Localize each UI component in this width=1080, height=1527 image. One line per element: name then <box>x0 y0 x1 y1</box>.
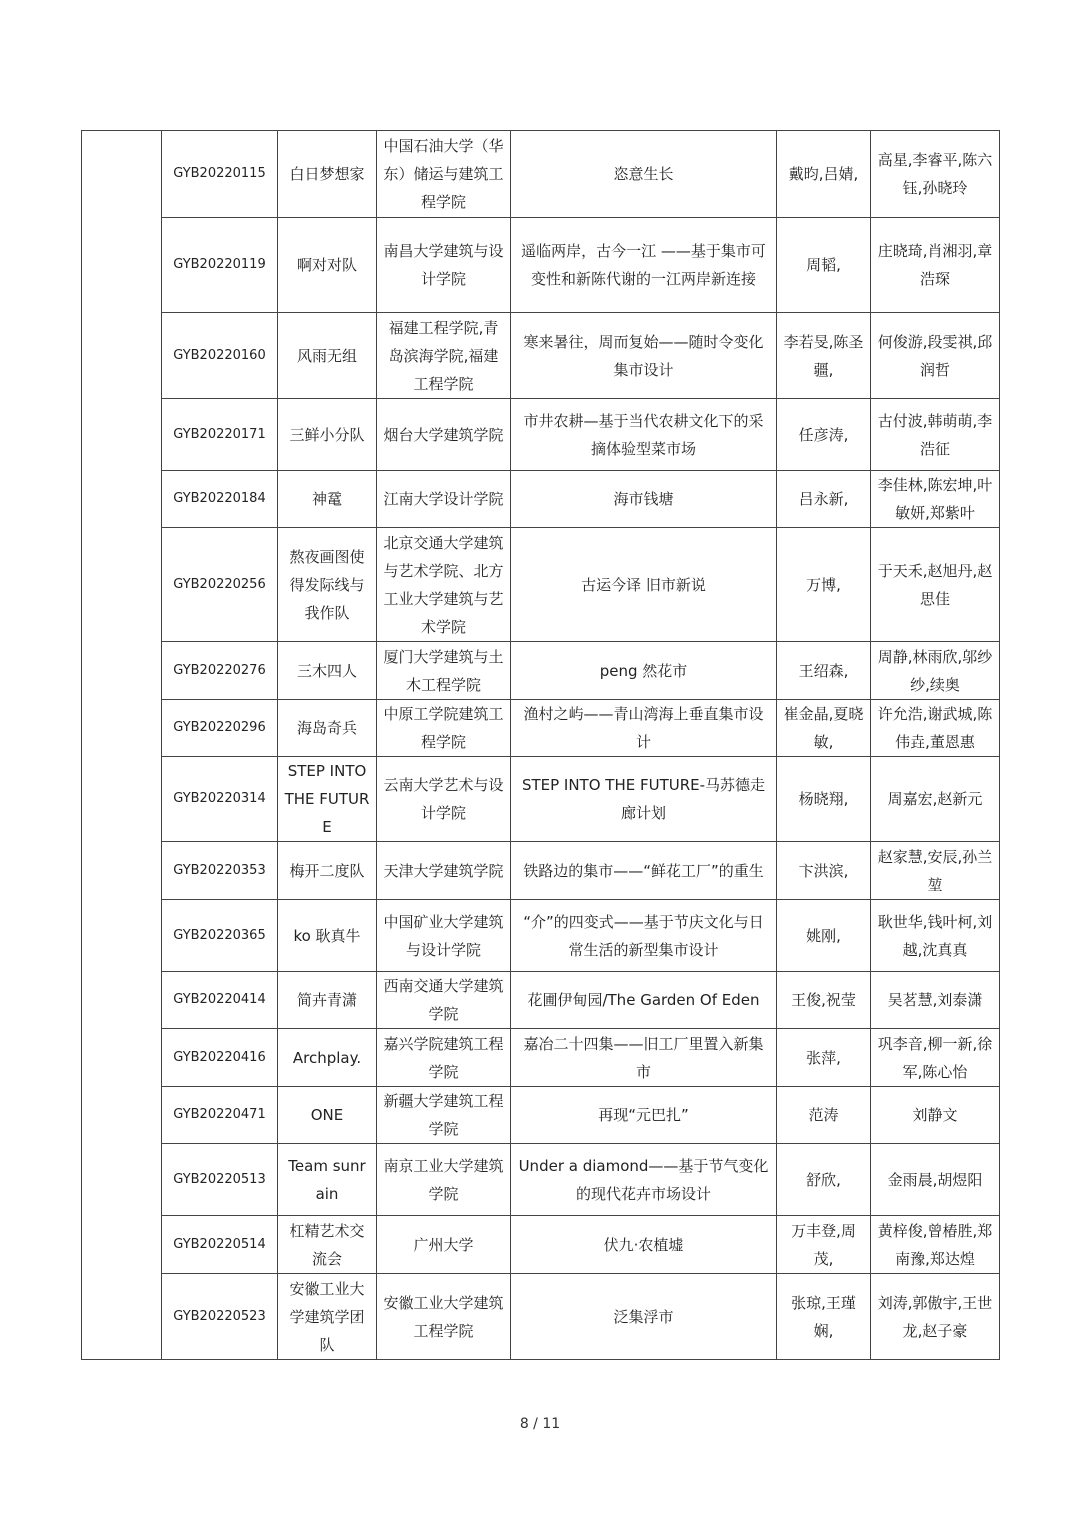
project-title: 花圃伊甸园/The Garden Of Eden <box>511 972 777 1029</box>
team-name: 简卉青潇 <box>278 972 377 1029</box>
school-name: 嘉兴学院建筑工程学院 <box>377 1029 511 1087</box>
team-name: ONE <box>278 1087 377 1144</box>
project-title: 伏九·农植墟 <box>511 1216 777 1274</box>
entry-code: GYB20220171 <box>162 399 278 471</box>
entry-code: GYB20220513 <box>162 1144 278 1216</box>
member-names: 巩李音,柳一新,徐军,陈心怡 <box>871 1029 1000 1087</box>
team-name: STEP INTO THE FUTURE <box>278 757 377 842</box>
team-name: 三鲜小分队 <box>278 399 377 471</box>
team-name: 风雨无组 <box>278 313 377 399</box>
project-title: 寒来暑往，周而复始——随时令变化集市设计 <box>511 313 777 399</box>
table-body <box>82 131 1000 1360</box>
table-row <box>82 1087 1000 1144</box>
member-names: 耿世华,钱叶柯,刘越,沈真真 <box>871 900 1000 972</box>
team-name: 梅开二度队 <box>278 842 377 900</box>
table-row <box>82 218 1000 313</box>
project-title: 市井农耕—基于当代农耕文化下的采摘体验型菜市场 <box>511 399 777 471</box>
entry-code: GYB20220523 <box>162 1274 278 1360</box>
member-names: 李佳林,陈宏坤,叶敏妍,郑紫叶 <box>871 471 1000 528</box>
table-row <box>82 1144 1000 1216</box>
table-row <box>82 528 1000 642</box>
project-title: 再现“元巴扎” <box>511 1087 777 1144</box>
school-name: 中原工学院建筑工程学院 <box>377 700 511 757</box>
table-row <box>82 642 1000 700</box>
member-names: 庄晓琦,肖湘羽,章浩琛 <box>871 218 1000 313</box>
school-name: 福建工程学院,青岛滨海学院,福建工程学院 <box>377 313 511 399</box>
team-name: 啊对对队 <box>278 218 377 313</box>
advisor-names: 张萍, <box>777 1029 871 1087</box>
member-names: 古付波,韩萌萌,李浩征 <box>871 399 1000 471</box>
team-name: Team sunrain <box>278 1144 377 1216</box>
school-name: 南京工业大学建筑学院 <box>377 1144 511 1216</box>
project-title: 泛集浮市 <box>511 1274 777 1360</box>
table-row <box>82 1216 1000 1274</box>
advisor-names: 吕永新, <box>777 471 871 528</box>
team-name: 海岛奇兵 <box>278 700 377 757</box>
table-row <box>82 131 1000 218</box>
table-row <box>82 700 1000 757</box>
project-title: 渔村之屿——青山湾海上垂直集市设计 <box>511 700 777 757</box>
school-name: 天津大学建筑学院 <box>377 842 511 900</box>
table-row <box>82 313 1000 399</box>
table-row <box>82 1029 1000 1087</box>
advisor-names: 姚刚, <box>777 900 871 972</box>
project-title: 恣意生长 <box>511 131 777 218</box>
school-name: 南昌大学建筑与设计学院 <box>377 218 511 313</box>
school-name: 云南大学艺术与设计学院 <box>377 757 511 842</box>
advisor-names: 戴昀,吕婧, <box>777 131 871 218</box>
school-name: 安徽工业大学建筑工程学院 <box>377 1274 511 1360</box>
team-name: Archplay. <box>278 1029 377 1087</box>
member-names: 许允浩,谢武城,陈伟垚,董恩惠 <box>871 700 1000 757</box>
advisor-names: 张琼,王瑾娴, <box>777 1274 871 1360</box>
project-title: 嘉冶二十四集——旧工厂里置入新集市 <box>511 1029 777 1087</box>
entry-code: GYB20220514 <box>162 1216 278 1274</box>
entry-code: GYB20220160 <box>162 313 278 399</box>
advisor-names: 周韬, <box>777 218 871 313</box>
school-name: 广州大学 <box>377 1216 511 1274</box>
advisor-names: 舒欣, <box>777 1144 871 1216</box>
project-title: STEP INTO THE FUTURE-马苏德走廊计划 <box>511 757 777 842</box>
entry-code: GYB20220184 <box>162 471 278 528</box>
project-title: 海市钱塘 <box>511 471 777 528</box>
school-name: 烟台大学建筑学院 <box>377 399 511 471</box>
school-name: 中国矿业大学建筑与设计学院 <box>377 900 511 972</box>
entry-code: GYB20220296 <box>162 700 278 757</box>
team-name: ko 耿真牛 <box>278 900 377 972</box>
entry-code: GYB20220471 <box>162 1087 278 1144</box>
member-names: 何俊游,段雯祺,邱润哲 <box>871 313 1000 399</box>
advisor-names: 崔金晶,夏晓敏, <box>777 700 871 757</box>
entry-code: GYB20220314 <box>162 757 278 842</box>
school-name: 西南交通大学建筑学院 <box>377 972 511 1029</box>
group-cell <box>82 131 162 1360</box>
advisor-names: 万丰登,周茂, <box>777 1216 871 1274</box>
team-name: 白日梦想家 <box>278 131 377 218</box>
table-row <box>82 1274 1000 1360</box>
advisor-names: 任彦涛, <box>777 399 871 471</box>
project-title: “介”的四变式——基于节庆文化与日常生活的新型集市设计 <box>511 900 777 972</box>
team-name: 安徽工业大学建筑学团队 <box>278 1274 377 1360</box>
table-row <box>82 757 1000 842</box>
member-names: 于天禾,赵旭丹,赵思佳 <box>871 528 1000 642</box>
entry-code: GYB20220115 <box>162 131 278 218</box>
school-name: 中国石油大学（华东）储运与建筑工程学院 <box>377 131 511 218</box>
school-name: 厦门大学建筑与土木工程学院 <box>377 642 511 700</box>
member-names: 刘涛,郭傲宇,王世龙,赵子豪 <box>871 1274 1000 1360</box>
results-table <box>81 130 1000 1360</box>
page-number: 8 / 11 <box>519 1416 561 1432</box>
member-names: 高星,李睿平,陈六钰,孙晓玲 <box>871 131 1000 218</box>
member-names: 周静,林雨欣,邬纱纱,续奥 <box>871 642 1000 700</box>
team-name: 三木四人 <box>278 642 377 700</box>
entry-code: GYB20220365 <box>162 900 278 972</box>
entry-code: GYB20220414 <box>162 972 278 1029</box>
school-name: 北京交通大学建筑与艺术学院、北方工业大学建筑与艺术学院 <box>377 528 511 642</box>
project-title: peng 然花市 <box>511 642 777 700</box>
table-row <box>82 399 1000 471</box>
member-names: 黄梓俊,曾椿胜,郑南豫,郑达煌 <box>871 1216 1000 1274</box>
school-name: 新疆大学建筑工程学院 <box>377 1087 511 1144</box>
team-name: 杠精艺术交流会 <box>278 1216 377 1274</box>
project-title: 铁路边的集市——“鲜花工厂”的重生 <box>511 842 777 900</box>
advisor-names: 杨晓翔, <box>777 757 871 842</box>
entry-code: GYB20220416 <box>162 1029 278 1087</box>
advisor-names: 王俊,祝莹 <box>777 972 871 1029</box>
advisor-names: 李若旻,陈圣疆, <box>777 313 871 399</box>
entry-code: GYB20220353 <box>162 842 278 900</box>
advisor-names: 范涛 <box>777 1087 871 1144</box>
advisor-names: 卞洪滨, <box>777 842 871 900</box>
member-names: 周嘉宏,赵新元 <box>871 757 1000 842</box>
table-row <box>82 471 1000 528</box>
member-names: 刘静文 <box>871 1087 1000 1144</box>
member-names: 吴茗慧,刘泰潇 <box>871 972 1000 1029</box>
entry-code: GYB20220256 <box>162 528 278 642</box>
project-title: 遥临两岸，古今一江 ——基于集市可变性和新陈代谢的一江两岸新连接 <box>511 218 777 313</box>
advisor-names: 万博, <box>777 528 871 642</box>
advisor-names: 王绍森, <box>777 642 871 700</box>
team-name: 神鼋 <box>278 471 377 528</box>
table-row <box>82 972 1000 1029</box>
member-names: 金雨晨,胡煜阳 <box>871 1144 1000 1216</box>
table-row <box>82 842 1000 900</box>
team-name: 熬夜画图使得发际线与我作队 <box>278 528 377 642</box>
school-name: 江南大学设计学院 <box>377 471 511 528</box>
project-title: 古运今译 旧市新说 <box>511 528 777 642</box>
entry-code: GYB20220276 <box>162 642 278 700</box>
project-title: Under a diamond——基于节气变化的现代花卉市场设计 <box>511 1144 777 1216</box>
table-row <box>82 900 1000 972</box>
entry-code: GYB20220119 <box>162 218 278 313</box>
member-names: 赵家慧,安辰,孙兰堃 <box>871 842 1000 900</box>
